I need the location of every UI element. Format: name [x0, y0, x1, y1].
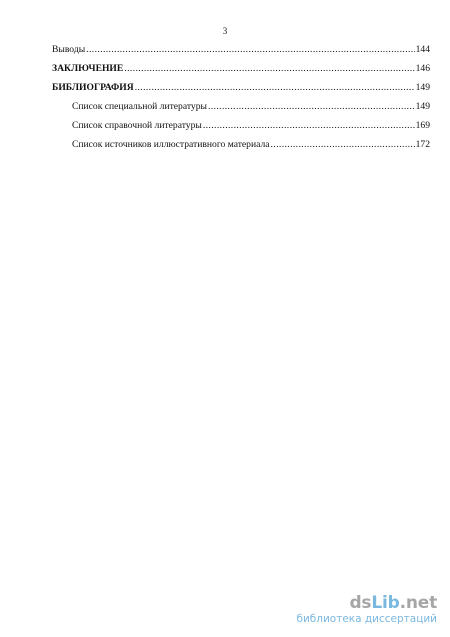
toc-entry-bibliografiya: [52, 82, 430, 101]
toc-dot-leader: [124, 63, 414, 75]
logo-lib-text: Lib: [371, 593, 400, 613]
toc-dot-leader: [86, 44, 414, 56]
toc-entry-title: БИБЛИОГРАФИЯ: [52, 82, 134, 93]
watermark-tagline: библиотека диссертаций: [296, 613, 437, 625]
toc-dot-leader: [203, 120, 415, 132]
toc-entry-title: Выводы: [52, 44, 86, 55]
toc-entry-title: Список специальной литературы: [72, 101, 207, 112]
toc-entry-title: ЗАКЛЮЧЕНИЕ: [52, 63, 124, 74]
dslib-logo: [296, 594, 437, 613]
logo-net-text: .net: [399, 593, 437, 613]
toc-entry-page: 149: [415, 82, 430, 93]
toc-entry-conclusions: [52, 44, 430, 63]
toc-entry-title: Список источников иллюстративного материала: [72, 139, 270, 150]
toc-entry-page: 144: [415, 44, 430, 55]
toc-entry-illustrative-sources: [52, 139, 430, 158]
toc-dot-leader: [271, 139, 415, 151]
toc-dot-leader: [208, 101, 415, 113]
toc-entry-title: Список справочной литературы: [72, 120, 202, 131]
toc-entry-zaklyuchenie: [52, 63, 430, 82]
toc-entry-page: 169: [415, 120, 430, 131]
toc-entry-reference-literature: [52, 120, 430, 139]
toc-entry-page: 149: [415, 101, 430, 112]
toc-dot-leader: [135, 82, 415, 94]
toc-entry-page: 146: [415, 63, 430, 74]
toc-entry-page: 172: [415, 139, 430, 150]
page-number: 3: [222, 26, 228, 36]
table-of-contents: [52, 44, 430, 158]
logo-ds-text: ds: [349, 593, 372, 613]
dslib-watermark: [296, 594, 437, 626]
toc-entry-special-literature: [52, 101, 430, 120]
